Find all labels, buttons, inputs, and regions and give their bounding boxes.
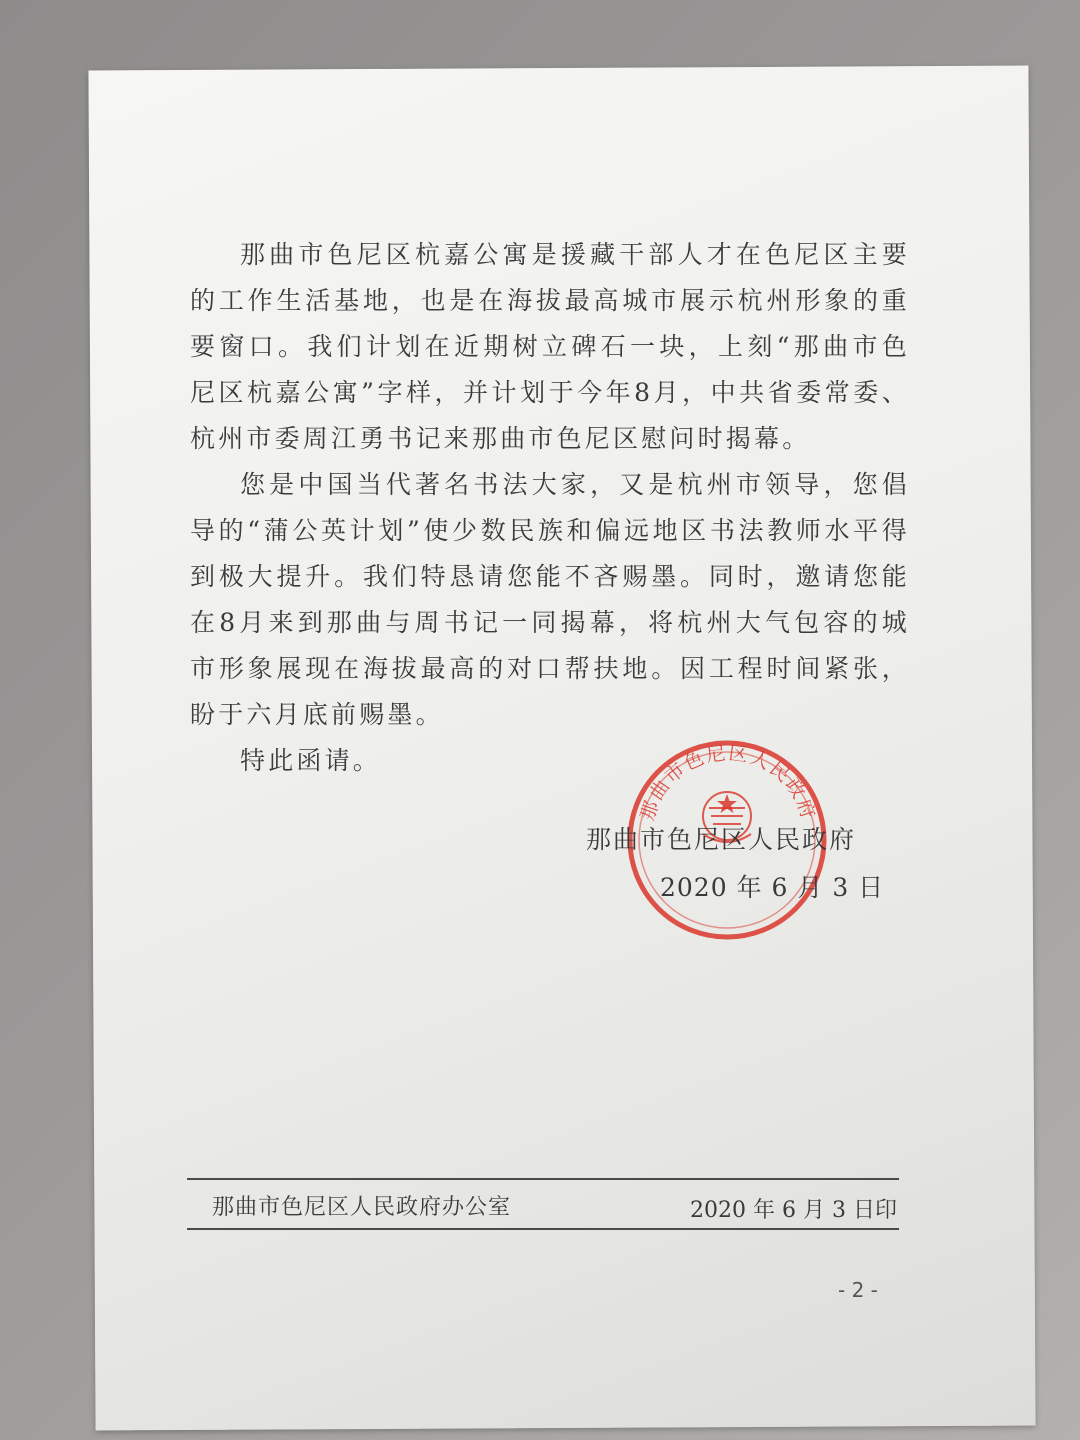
page-number: - 2 - bbox=[838, 1278, 878, 1302]
footer-top-rule bbox=[187, 1178, 899, 1180]
footer-issuer: 那曲市色尼区人民政府办公室 bbox=[212, 1195, 512, 1220]
seal-text: 那曲市色尼区人民政府 bbox=[636, 742, 820, 824]
svg-text:那曲市色尼区人民政府 bbox=[636, 742, 819, 823]
paragraph-1: 那曲市色尼区杭嘉公寓是援藏干部人才在色尼区主要的工作生活基地，也是在海拔最高城市展示杭州形象的重要窗口。我们计划在近期树立碑石一块，上刻“那曲市色尼区杭嘉公寓”字样，并计划于今年8月，中共省委常委、杭州市委周江勇书记来那曲市色尼区慰问时揭幕。 bbox=[190, 240, 910, 453]
letter-body bbox=[190, 232, 910, 784]
footer-bottom-rule bbox=[187, 1228, 899, 1230]
footer-print-date: 2020 年 6 月 3 日印 bbox=[690, 1198, 897, 1223]
signature-date: 2020 年 6 月 3 日 bbox=[660, 873, 885, 902]
paragraph-2: 您是中国当代著名书法大家，又是杭州市领导，您倡导的“蒲公英计划”使少数民族和偏远地区书法教师水平得到极大提升。我们特恳请您能不吝赐墨。同时，邀请您能在8月来到那曲与周书记一同揭幕，将杭州大气包容的城市形象展现在海拔最高的对口帮扶地。因工程时间紧张，盼于六月底前赐墨。 bbox=[190, 470, 910, 729]
paragraph-3: 特此函请。 bbox=[240, 746, 382, 775]
signer-name: 那曲市色尼区人民政府 bbox=[586, 825, 857, 854]
